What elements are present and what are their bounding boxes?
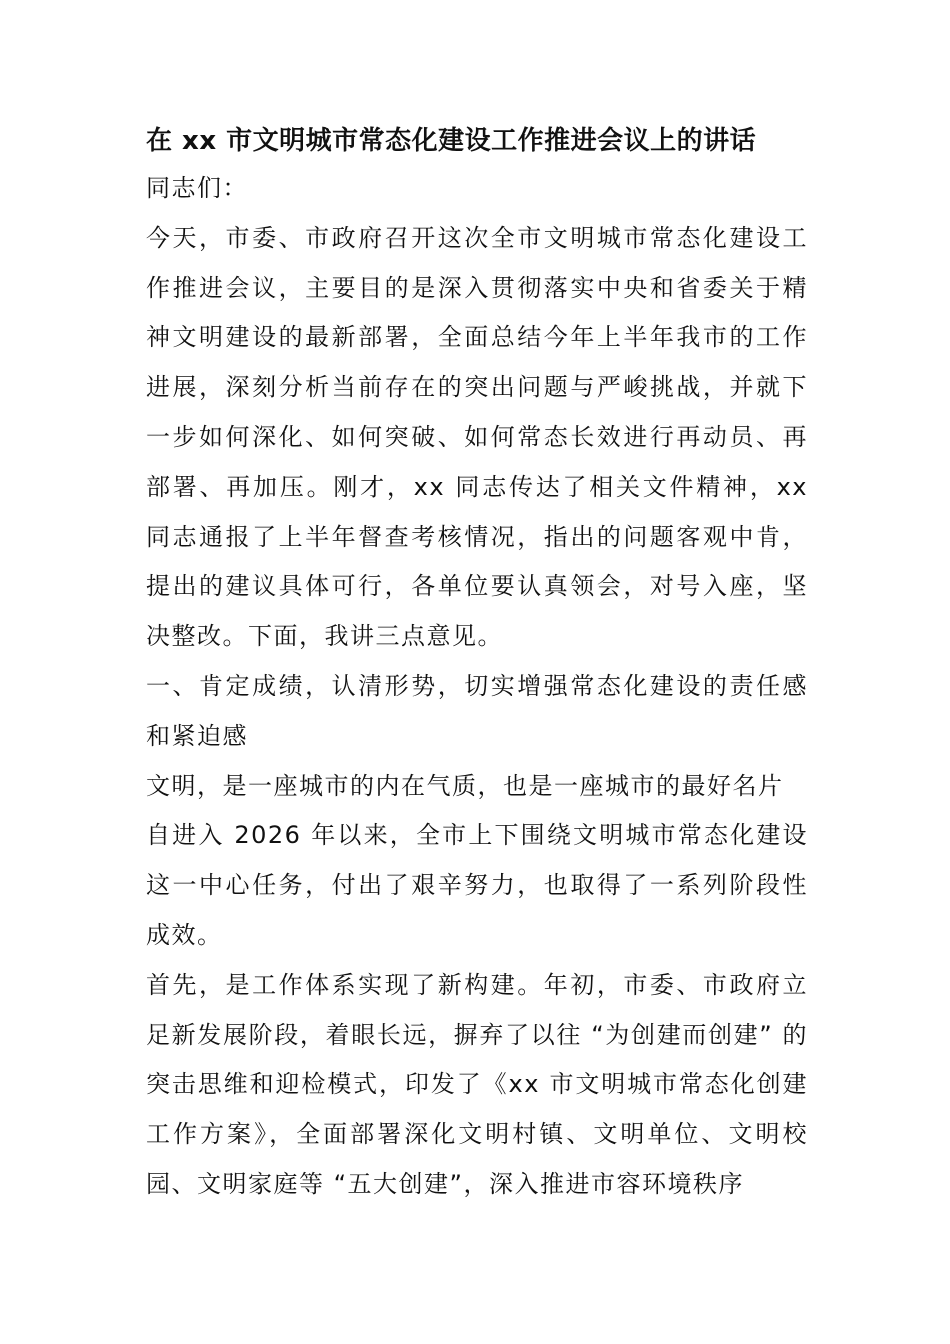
body-paragraph: 文明，是一座城市的内在气质，也是一座城市的最好名片 [146, 771, 784, 800]
body-paragraph: 自进入 2026 年以来，全市上下围绕文明城市常态化建设这一中心任务，付出了艰辛努力，也取得了一系列阶段性成效。 [146, 821, 808, 949]
salutation: 同志们： [146, 174, 248, 202]
body-paragraph: 首先，是工作体系实现了新构建。年初，市委、市政府立足新发展阶段，着眼长远，摒弃了以往 “为创建而创建” 的突击思维和迎检模式，印发了《xx 市文明城市常态化创建工作方案》，全面部署深化文明村镇、文明单位、文明校园、文明家庭等 “五大创建”，深入推进市容环境秩序 [146, 970, 808, 1198]
section-heading-1: 一、肯定成绩，认清形势，切实增强常态化建设的责任感和紧迫感 [146, 671, 808, 750]
document-body [146, 164, 808, 1210]
intro-paragraph: 今天，市委、市政府召开这次全市文明城市常态化建设工作推进会议，主要目的是深入贯彻落实中央和省委关于精神文明建设的最新部署，全面总结今年上半年我市的工作进展，深刻分析当前存在的突出问题与严峻挑战，并就下一步如何深化、如何突破、如何常态长效进行再动员、再部署、再加压。刚才，xx 同志传达了相关文件精神，xx 同志通报了上半年督查考核情况，指出的问题客观中肯，提出的建议具体可行，各单位要认真领会，对号入座，坚决整改。下面，我讲三点意见。 [146, 223, 808, 651]
document-title: 在 xx 市文明城市常态化建设工作推进会议上的讲话 [146, 126, 757, 156]
